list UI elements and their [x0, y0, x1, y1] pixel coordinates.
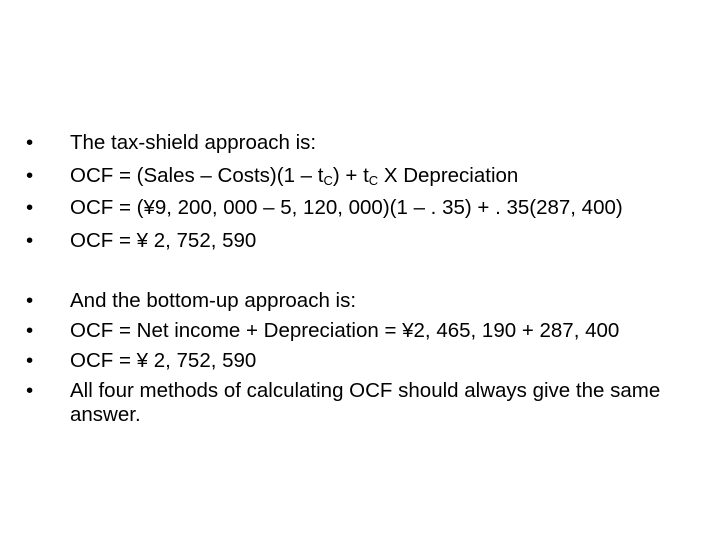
- list-item-text: All four methods of calculating OCF should always give the same answer.: [70, 379, 661, 426]
- list-item: [26, 379, 696, 427]
- list-item-text: OCF = ¥ 2, 752, 590: [70, 228, 257, 252]
- bullet-icon: •: [26, 196, 34, 219]
- list-item: [26, 349, 696, 373]
- bullet-icon: •: [26, 379, 34, 402]
- formula-part: ) + t: [332, 163, 369, 187]
- bullet-icon: •: [26, 349, 34, 372]
- bullet-icon: •: [26, 228, 34, 252]
- list-item: [26, 196, 696, 220]
- formula-subscript: C: [368, 172, 379, 188]
- bullet-icon: •: [26, 289, 34, 312]
- formula-subscript: C: [323, 172, 333, 188]
- formula-text: [70, 164, 518, 187]
- list-item: [26, 319, 696, 343]
- bullet-icon: •: [26, 319, 34, 342]
- list-item-text: OCF = ¥ 2, 752, 590: [70, 349, 257, 372]
- tax-shield-bullet-list: [26, 131, 696, 261]
- list-item-text: OCF = (¥9, 200, 000 – 5, 120, 000)(1 – . 35) + . 35(287, 400): [70, 196, 623, 219]
- bullet-icon: •: [26, 163, 34, 187]
- bullet-icon: •: [26, 131, 34, 154]
- formula-part: OCF = (Sales – Costs)(1 – t: [70, 163, 324, 187]
- bottom-up-bullet-list: [26, 289, 696, 433]
- list-item: [26, 131, 696, 155]
- formula-part: X Depreciation: [378, 163, 519, 187]
- list-item: [26, 164, 696, 188]
- list-item-text: And the bottom-up approach is:: [70, 289, 357, 312]
- list-item-text: The tax-shield approach is:: [70, 131, 317, 154]
- list-item: [26, 229, 696, 253]
- list-item: [26, 289, 696, 313]
- list-item-text: OCF = Net income + Depreciation = ¥2, 465, 190 + 287, 400: [70, 319, 620, 342]
